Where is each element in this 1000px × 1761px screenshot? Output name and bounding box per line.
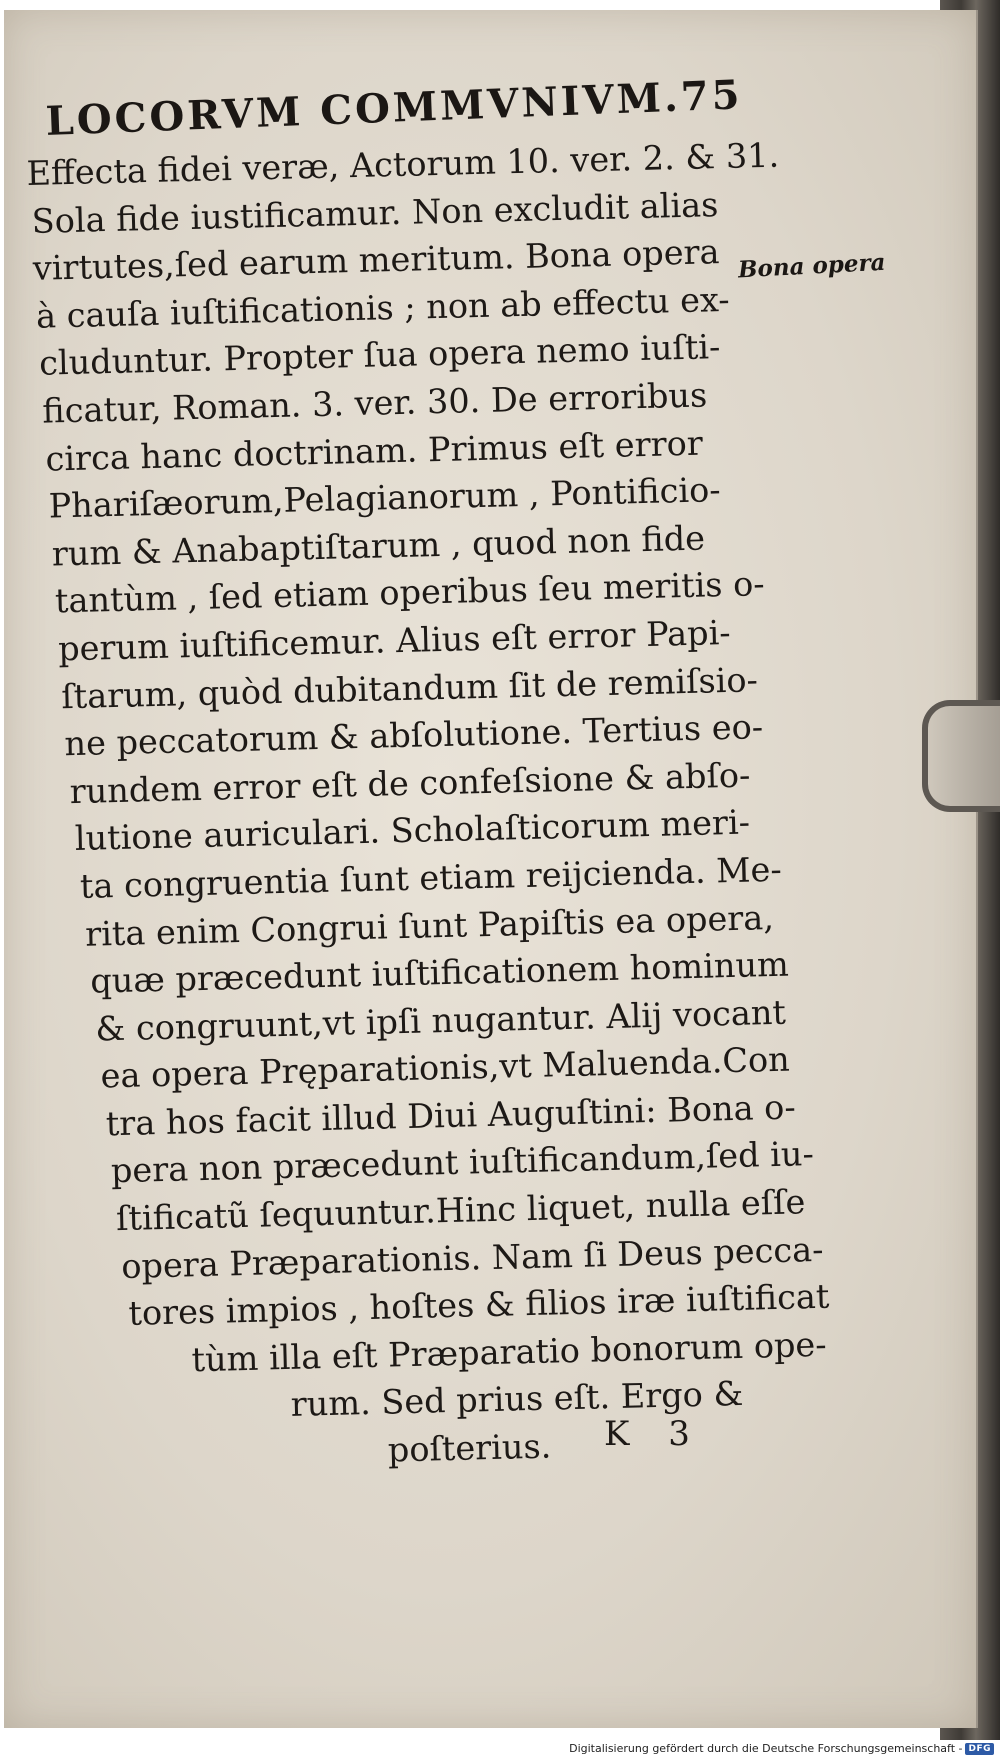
text-line: circa hanc doctrinam. Primus eſt error	[45, 423, 704, 479]
text-line: opera Præparationis. Nam ſi Deus pecca-	[120, 1229, 824, 1286]
body-text	[26, 131, 838, 1482]
text-line: ea opera Pręparationis,vt Maluenda.Con	[100, 1039, 791, 1096]
text-line: rita enim Congrui ſunt Papiſtis ea opera,	[84, 897, 775, 954]
text-line: Effecta fidei veræ, Actorum 10. ver. 2. & 31.	[26, 135, 780, 193]
text-line: tùm illa eſt Præparatio bonorum ope-	[191, 1324, 828, 1380]
text-line: cluduntur. Propter ſua opera nemo iuſti-	[38, 327, 721, 384]
text-line: à cauſa iuſtificationis ; non ab effectu ex-	[35, 279, 731, 336]
text-line: tores impios , hoſtes & filios iræ iuſtificat	[127, 1276, 830, 1334]
credit-text: Digitalisierung gefördert durch die Deutsche Forschungsgemeinschaft -	[569, 1742, 963, 1755]
signature-mark: K 3	[604, 1414, 704, 1454]
text-line: lutione auriculari. Scholaſticorum meri-	[74, 802, 751, 859]
text-line: virtutes,ſed earum meritum. Bona opera	[32, 232, 720, 289]
text-line: rundem error eſt de confeſsione & abſo-	[69, 755, 751, 811]
text-line: tra hos facit illud Diui Auguſtini: Bona o-	[105, 1087, 797, 1144]
running-head: LOCORVM COMMVNIVM.75	[44, 71, 744, 145]
dfg-logo: DFG	[965, 1743, 994, 1755]
text-line: ne peccatorum & abſolutione. Tertius eo-	[64, 707, 764, 764]
text-line: ficatur, Roman. 3. ver. 30. De erroribus	[41, 375, 708, 431]
text-line: tantùm , ſed etiam operibus ſeu meritis o-	[54, 564, 766, 621]
text-line: & congruunt,vt ipſi nugantur. Alij vocant	[95, 992, 787, 1049]
footer-bar	[0, 1740, 1000, 1761]
text-line: ta congruentia ſunt etiam reijcienda. Me-	[79, 849, 783, 906]
text-line: poſterius.	[387, 1426, 552, 1470]
text-line: ſtarum, quòd dubitandum ſit de remiſsio-	[60, 659, 759, 716]
page-clasp	[922, 700, 1000, 812]
text-line: ſtificatũ ſequuntur.Hinc liquet, nulla eſſe	[115, 1182, 806, 1239]
text-line: rum & Anabaptiſtarum , quod non fide	[51, 518, 706, 574]
text-line: pera non præcedunt iuſtificandum,ſed iu-	[110, 1134, 815, 1191]
text-line: quæ præcedunt iuſtificationem hominum	[89, 944, 790, 1001]
dfg-credit	[569, 1742, 994, 1755]
text-line: perum iuſtificemur. Alius eſt error Papi-	[57, 612, 732, 669]
text-line: Phariſæorum,Pelagianorum , Pontificio-	[48, 470, 722, 526]
text-line: rum. Sed prius eſt. Ergo &	[290, 1374, 744, 1425]
marginal-note: Bona opera	[737, 248, 887, 284]
text-line: Sola fide iustificamur. Non excludit alias	[31, 184, 719, 241]
